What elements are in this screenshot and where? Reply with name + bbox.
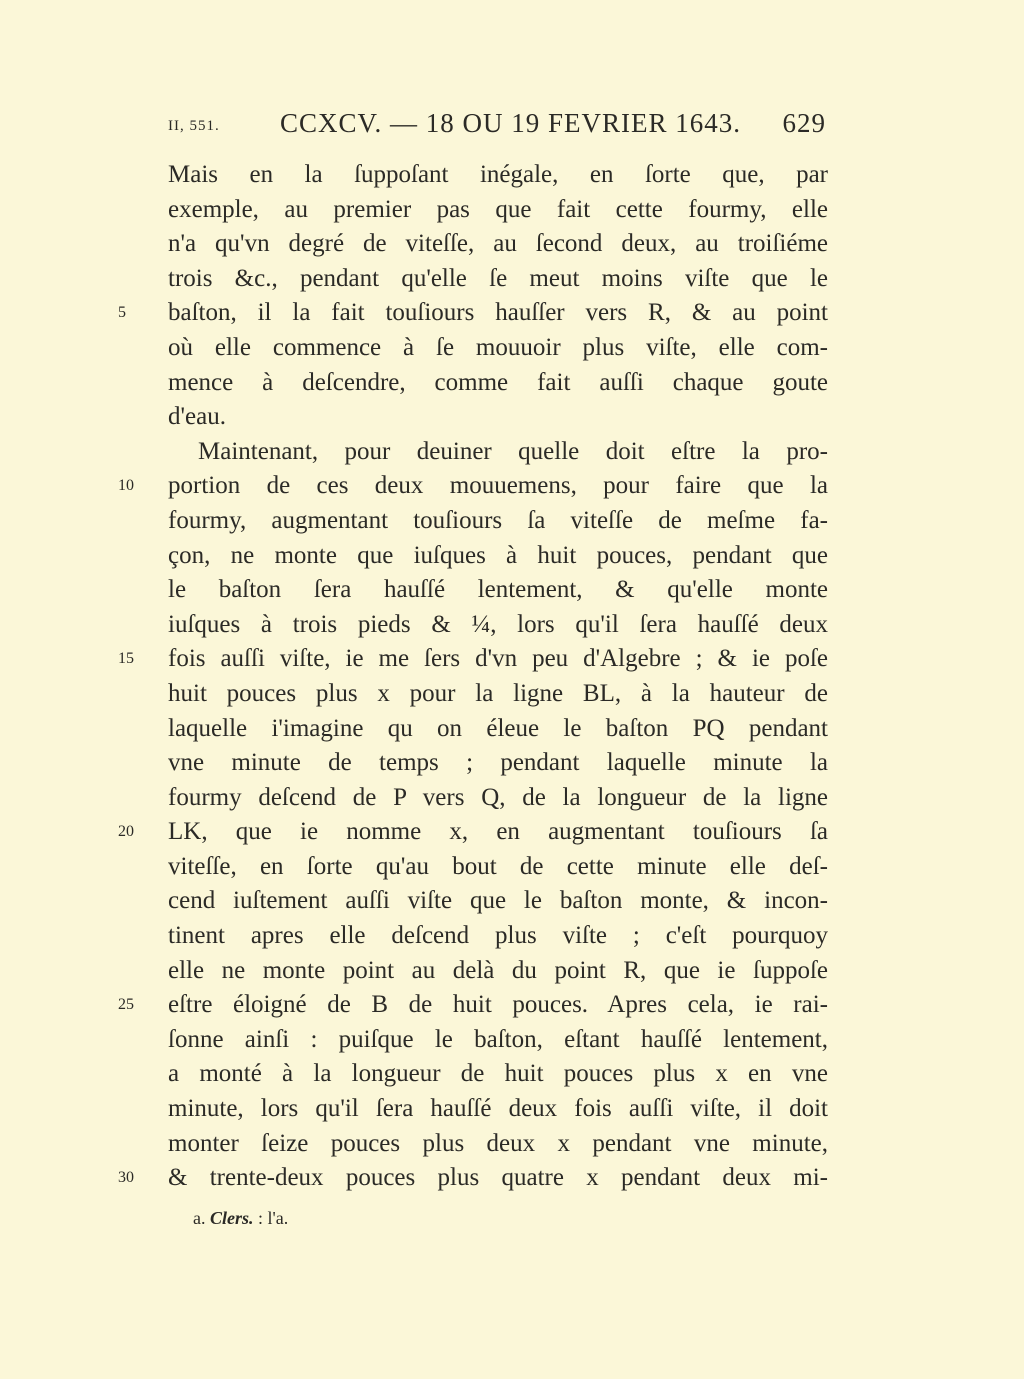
text-line <box>168 1127 828 1162</box>
line-number: 5 <box>118 304 126 322</box>
line-text: monter ſeize pouces plus deux x pendant vne minute, <box>168 1129 828 1157</box>
line-text: fois auſſi viſte, ie me ſers d'vn peu d'Algebre ; & ie poſe <box>168 645 828 673</box>
line-text: ſonne ainſi : puiſque le baſton, eſtant hauſſé lentement, <box>168 1025 828 1053</box>
line-text: cend iuſtement auſſi viſte que le baſton monte, & incon- <box>168 887 828 915</box>
text-line <box>168 919 828 954</box>
line-text: huit pouces plus x pour la ligne BL, à la hauteur de <box>168 679 828 707</box>
text-line <box>168 504 828 539</box>
body-text <box>118 158 828 1196</box>
line-text: iuſques à trois pieds & ¼, lors qu'il ſera hauſſé deux <box>168 610 828 638</box>
line-number: 10 <box>118 477 134 495</box>
footnote-source: Clers. <box>210 1208 254 1228</box>
line-text: minute, lors qu'il ſera hauſſé deux fois auſſi viſte, il doit <box>168 1095 828 1123</box>
text-line <box>168 677 828 712</box>
text-line <box>118 988 828 1023</box>
text-line <box>118 815 828 850</box>
text-line <box>168 1092 828 1127</box>
line-text: mence à deſcendre, comme fait auſſi chaque goute <box>168 368 828 396</box>
header-title: CCXCV. — 18 OU 19 FEVRIER 1643. <box>280 108 742 138</box>
line-text: laquelle i'imagine qu on éleue le baſton PQ pendant <box>168 714 828 742</box>
text-line <box>168 158 828 193</box>
text-line <box>168 539 828 574</box>
text-line <box>168 850 828 885</box>
text-line <box>168 954 828 989</box>
footnote <box>193 1208 288 1229</box>
line-text: eſtre éloigné de B de huit pouces. Apres cela, ie rai- <box>168 991 828 1019</box>
text-line <box>168 1023 828 1058</box>
line-text: LK, que ie nomme x, en augmentant touſiours ſa <box>168 818 828 846</box>
line-text: Maintenant, pour deuiner quelle doit eſtre la pro- <box>198 437 828 465</box>
line-number: 20 <box>118 823 134 841</box>
page-header <box>168 108 826 144</box>
page-number: 629 <box>782 108 826 138</box>
text-line <box>168 331 828 366</box>
text-line <box>168 193 828 228</box>
text-line <box>118 1161 828 1196</box>
text-line <box>168 366 828 401</box>
header-reference: II, 551. <box>168 118 220 134</box>
line-text: viteſſe, en ſorte qu'au bout de cette minute elle deſ- <box>168 852 828 880</box>
line-text: où elle commence à ſe mouuoir plus viſte, elle com- <box>168 333 828 361</box>
line-number: 30 <box>118 1169 134 1187</box>
line-text: n'a qu'vn degré de viteſſe, au ſecond deux, au troiſiéme <box>168 230 828 258</box>
text-line <box>168 1057 828 1092</box>
line-text: le baſton ſera hauſſé lentement, & qu'elle monte <box>168 576 828 604</box>
text-line <box>168 227 828 262</box>
line-text: a monté à la longueur de huit pouces plus x en vne <box>168 1060 828 1088</box>
text-line <box>168 573 828 608</box>
line-text: Mais en la ſuppoſant inégale, en ſorte que, par <box>168 161 828 188</box>
text-line <box>118 296 828 331</box>
line-number: 25 <box>118 996 134 1014</box>
line-text: exemple, au premier pas que fait cette fourmy, elle <box>168 195 828 223</box>
line-text: vne minute de temps ; pendant laquelle minute la <box>168 749 828 777</box>
footnote-text: : l'a. <box>258 1208 289 1228</box>
line-text: fourmy deſcend de P vers Q, de la longueur de la ligne <box>168 783 828 811</box>
text-line <box>168 781 828 816</box>
text-line <box>168 262 828 297</box>
footnote-mark: a. <box>193 1208 206 1228</box>
text-line <box>168 608 828 643</box>
text-line <box>118 642 828 677</box>
line-text: çon, ne monte que iuſques à huit pouces, pendant que <box>168 541 828 569</box>
line-text: elle ne monte point au delà du point R, que ie ſuppoſe <box>168 956 828 984</box>
text-line <box>168 400 828 435</box>
text-line <box>118 469 828 504</box>
line-text: & trente-deux pouces plus quatre x pendant deux mi- <box>168 1164 828 1192</box>
text-line <box>168 712 828 747</box>
text-line <box>168 884 828 919</box>
line-text: baſton, il la fait touſiours hauſſer vers R, & au point <box>168 299 828 327</box>
line-text: portion de ces deux mouuemens, pour faire que la <box>168 472 828 500</box>
line-text: d'eau. <box>168 403 226 431</box>
line-text: tinent apres elle deſcend plus viſte ; c'eſt pourquoy <box>168 922 828 950</box>
text-line <box>168 746 828 781</box>
line-text: trois &c., pendant qu'elle ſe meut moins viſte que le <box>168 264 828 292</box>
line-text: fourmy, augmentant touſiours ſa viteſſe de meſme fa- <box>168 506 828 534</box>
text-line <box>168 435 828 470</box>
line-number: 15 <box>118 650 134 668</box>
